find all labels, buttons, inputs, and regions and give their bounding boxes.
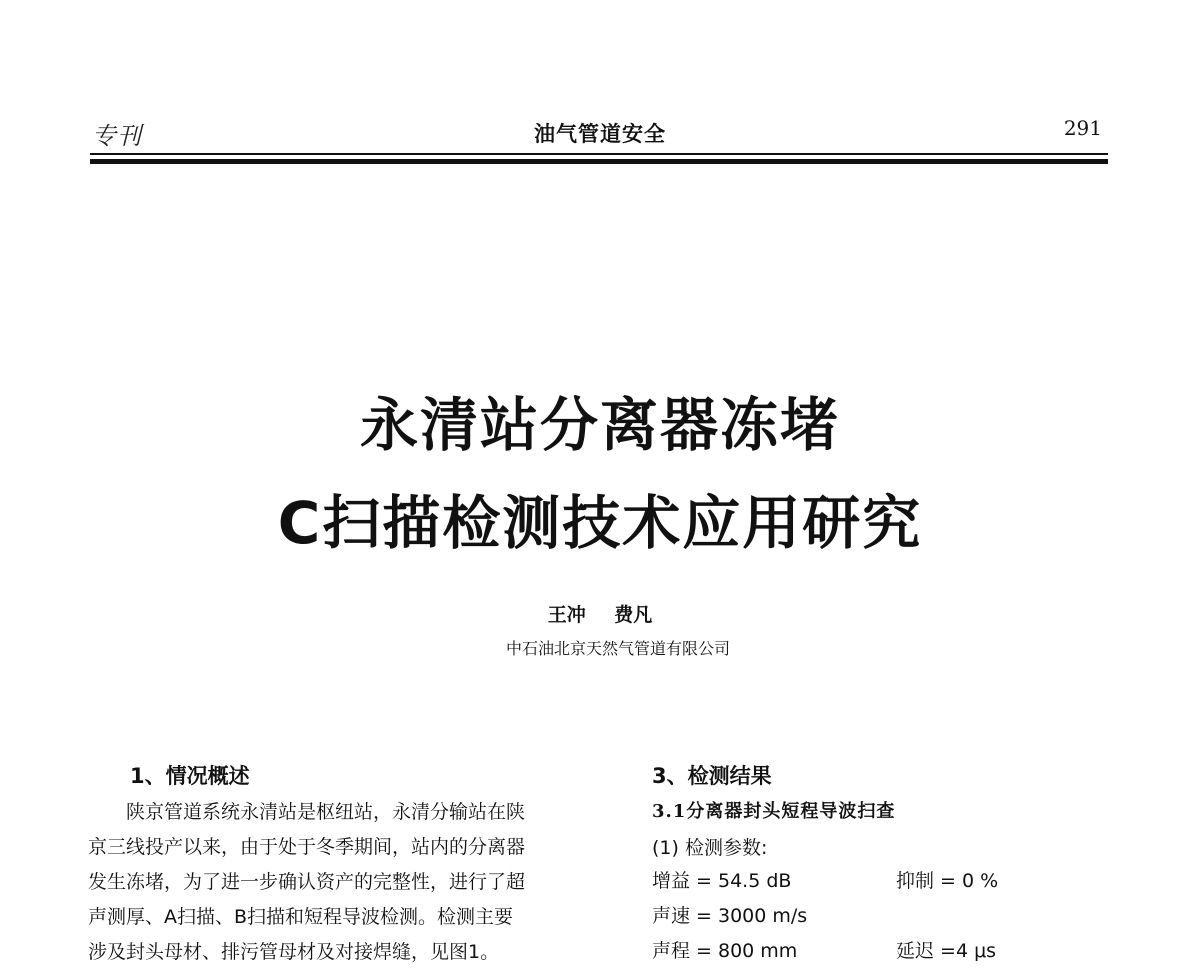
body-line: 陕京管道系统永清站是枢纽站，永清分输站在陕 <box>88 801 526 823</box>
page-number: 291 <box>1063 116 1102 140</box>
article-title-line-1: 永清站分离器冻堵 <box>359 391 840 459</box>
journal-section-label: 专刊 <box>92 122 142 150</box>
body-line: 发生冻堵，为了进一步确认资产的完整性，进行了超 <box>88 871 526 893</box>
overview-paragraph <box>88 795 588 970</box>
body-line: 涉及封头母材、排污管母材及对接焊缝，见图1。 <box>88 941 500 963</box>
author-list: 王冲 费凡 <box>547 604 653 626</box>
subsection-heading-guided-wave: 3.1分离器封头短程导波扫查 <box>652 801 896 822</box>
section-heading-results: 3、检测结果 <box>652 764 772 788</box>
param-delay: 延迟 =4 μs <box>896 940 997 962</box>
body-line: 京三线投产以来，由于处于冬季期间，站内的分离器 <box>88 836 526 858</box>
article-title-line-2: C扫描检测技术应用研究 <box>277 489 923 557</box>
header-rule-thick <box>90 159 1108 164</box>
param-suppression: 抑制 = 0 % <box>896 870 999 892</box>
params-heading: (1) 检测参数: <box>652 837 768 859</box>
header-rule-thin <box>90 153 1108 155</box>
param-range: 声程 = 800 mm <box>652 940 798 962</box>
section-heading-overview: 1、情况概述 <box>130 764 250 788</box>
author-affiliation: 中石油北京天然气管道有限公司 <box>505 639 730 658</box>
body-line: 声测厚、A扫描、B扫描和短程导波检测。检测主要 <box>88 906 514 928</box>
journal-title: 油气管道安全 <box>534 122 666 146</box>
param-gain: 增益 = 54.5 dB <box>652 870 792 892</box>
param-velocity: 声速 = 3000 m/s <box>652 905 808 927</box>
